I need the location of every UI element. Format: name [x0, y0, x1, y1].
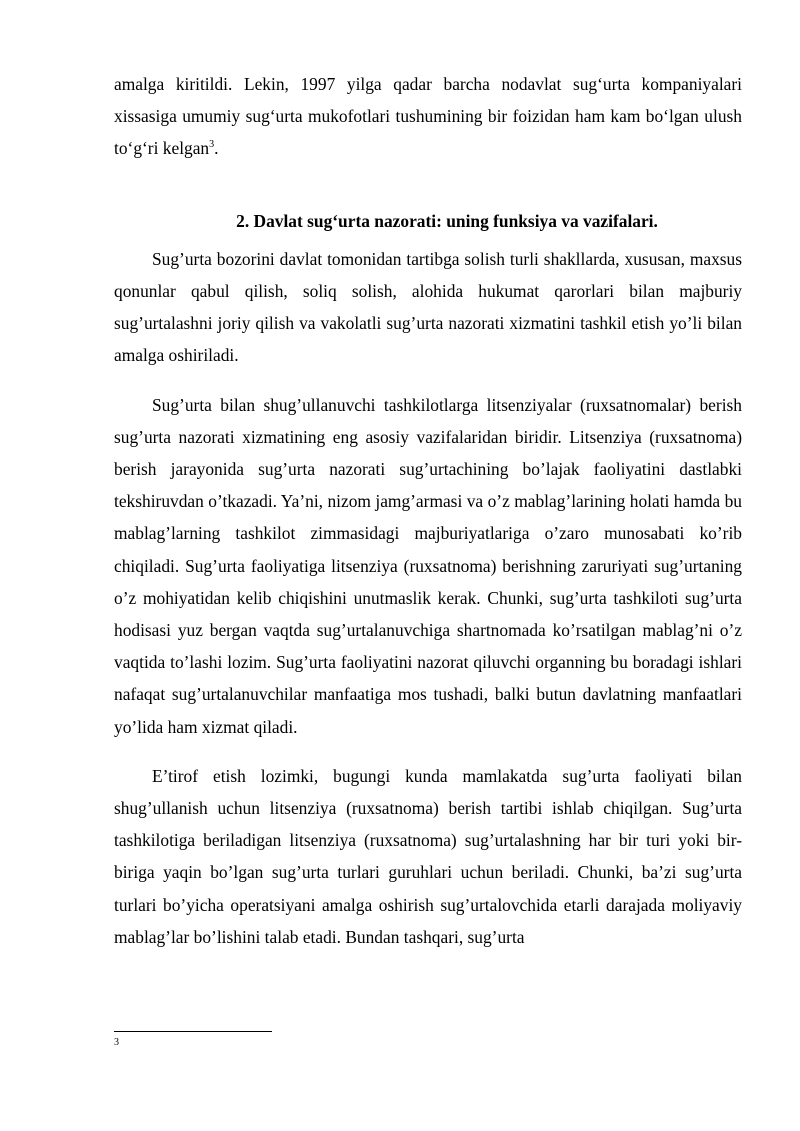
paragraph-continuation: [114, 68, 742, 165]
footnote-number: 3: [114, 1037, 119, 1048]
section-heading: 2. Davlat sug‘urta nazorati: uning funksiya va vazifalari.: [236, 210, 658, 231]
footnote-reference: 3: [209, 139, 215, 151]
paragraph-text: amalga kiritildi. Lekin, 1997 yilga qadar barcha nodavlat sug‘urta kompaniyalari xissasiga umumiy sug‘urta mukofotlari tushumining bir foizidan ham kam bo‘lgan ulush to‘g‘ri kelgan: [114, 74, 742, 159]
paragraph: Sug’urta bozorini davlat tomonidan tartibga solish turli shakllarda, xususan, maxsus qonunlar qabul qilish, soliq solish, alohida hukumat qarorlari bilan majburiy sug’urtalashni joriy qilish va vakolatli sug’urta nazorati xizmatini tashkil etish yo’li bilan amalga oshiriladi.: [114, 248, 742, 366]
paragraph-end-punctuation: .: [214, 138, 219, 159]
footnote-separator: [114, 1031, 272, 1032]
paragraph: E’tirof etish lozimki, bugungi kunda mamlakatda sug’urta faoliyati bilan shug’ullanish uchun litsenziya (ruxsatnoma) berish tartibi ishlab chiqilgan. Sug’urta tashkilotiga beriladigan litsenziya (ruxsatnoma) sug’urtalashning har bir turi yoki bir-biriga yaqin bo’lgan sug’urta turlari guruhlari uchun beriladi. Chunki, ba’zi sug’urta turlari bo’yicha operatsiyani amalga oshirish sug’urtalovchida etarli darajada moliyaviy mablag’lar bo’lishini talab etadi. Bundan tashqari, sug’urta: [114, 765, 742, 947]
document-page: [114, 68, 742, 953]
paragraph: Sug’urta bilan shug’ullanuvchi tashkilotlarga litsenziyalar (ruxsatnomalar) berish sug’urta nazorati xizmatining eng asosiy vazifalaridan biridir. Litsenziya (ruxsatnoma) berish jarayonida sug’urta nazorati sug’urtachining bo’lajak faoliyatini dastlabki tekshiruvdan o’tkazadi. Ya’ni, nizom jamg’armasi va o’z mablag’larining holati hamda bu mablag’larning tashkilot zimmasidagi majburiyatlariga o’zaro munosabati ko’rib chiqiladi. Sug’urta faoliyatiga litsenziya (ruxsatnoma) berishning zaruriyati sug’urtaning o’z mohiyatidan kelib chiqishini unutmaslik kerak. Chunki, sug’urta tashkiloti sug’urta hodisasi yuz bergan vaqtda sug’urtalanuvchiga shartnomada ko’rsatilgan mablag’ni o’z vaqtida to’lashi lozim. Sug’urta faoliyatini nazorat qiluvchi organning bu boradagi ishlari nafaqat sug’urtalanuvchilar manfaatiga mos tushadi, balki butun davlatning manfaatlari yo’lida ham xizmat qiladi.: [114, 394, 742, 737]
